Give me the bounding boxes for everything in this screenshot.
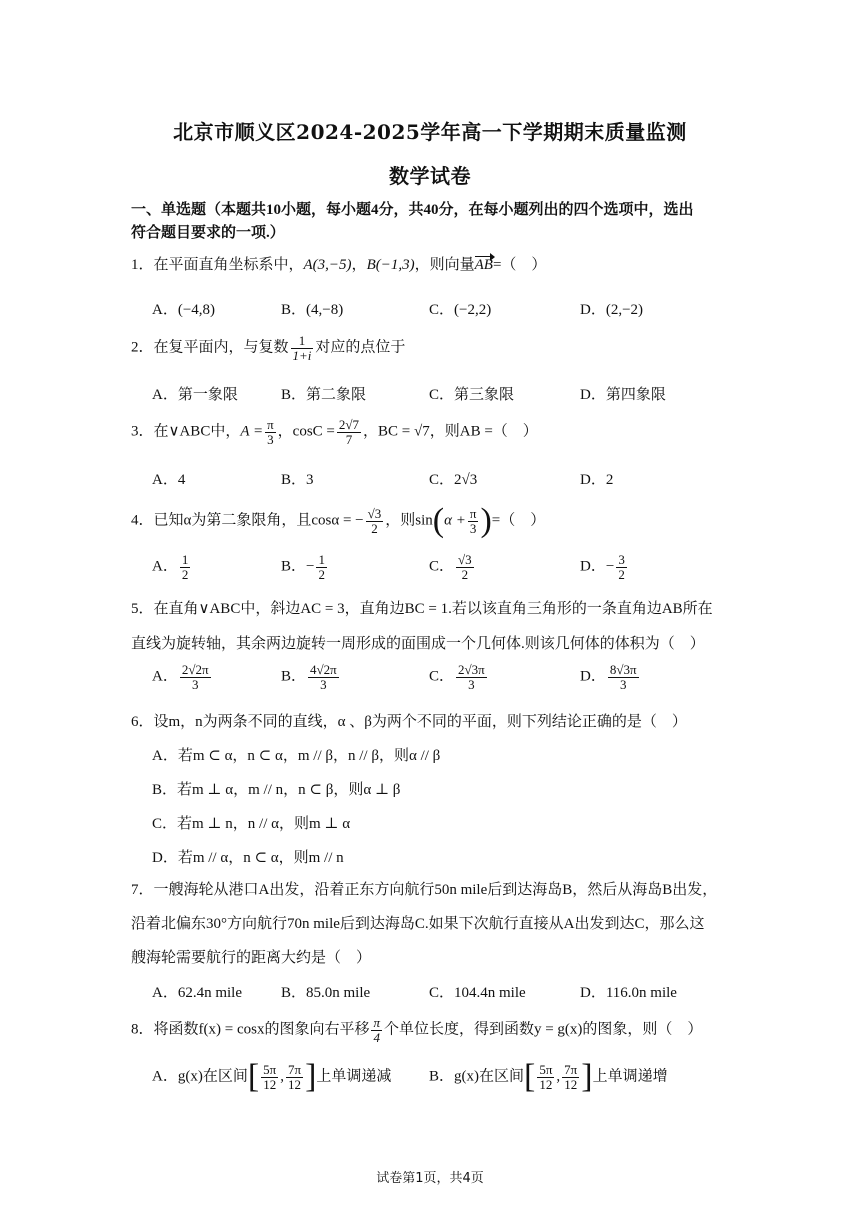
question-4-stem xyxy=(131,504,545,538)
question-3-stem xyxy=(131,418,538,446)
q8-frac-num: π xyxy=(373,1015,380,1030)
q8-opt-a-frac2 xyxy=(286,1063,303,1091)
q8-opt-a-left-bracket-icon: [ xyxy=(247,1058,260,1095)
q3-eq-a: A = xyxy=(240,423,264,440)
q4-inner-num: π xyxy=(469,505,477,521)
q1-option-b: B．(4,−8) xyxy=(281,302,344,318)
q2-frac-den: 1+i xyxy=(292,347,312,363)
q4-opt-b-label: B． xyxy=(281,558,307,575)
q4-fraction xyxy=(366,507,384,535)
q3-fraca-den: 3 xyxy=(267,431,274,447)
section-heading-line2: 符合题目要求的一项.） xyxy=(131,225,285,241)
question-8-stem xyxy=(131,1016,702,1044)
q1-option-c: C．(−2,2) xyxy=(429,302,492,318)
q4-opt-b-den: 2 xyxy=(318,566,325,582)
q5-opt-b-num: 4√2π xyxy=(310,662,337,677)
q5-opt-d-frac xyxy=(608,663,639,691)
q3-cos: ，cosC = xyxy=(277,423,335,440)
q8-frac-den: 4 xyxy=(373,1029,380,1045)
q4-opt-a-label: A． xyxy=(152,558,178,575)
q4-opt-c-label: C． xyxy=(429,558,455,575)
q5-opt-c-num: 2√3π xyxy=(458,662,485,677)
q4-inner-den: 3 xyxy=(469,520,477,536)
q4-frac-num: √3 xyxy=(367,505,382,521)
question-6-stem: 6．设m，n为两条不同的直线，α 、β为两个不同的平面，则下列结论正确的是（ ） xyxy=(131,714,687,730)
q4-right-paren-icon: ) xyxy=(480,502,492,539)
q8-opt-b-text-b: 上单调递增 xyxy=(592,1068,668,1085)
q1-text-a: 1．在平面直角坐标系中， xyxy=(131,257,304,273)
q4-text-a: 4．已知α为第二象限角，且cosα = − xyxy=(131,512,364,529)
q3-option-a: A．4 xyxy=(152,472,186,488)
q4-option-c xyxy=(429,553,476,581)
q8-opt-a-right-bracket-icon: ] xyxy=(305,1058,317,1095)
q4-option-a xyxy=(152,553,192,581)
question-5-line1: 5．在直角∨ABC中，斜边AC = 3，直角边BC = 1.若以该直角三角形的一条直角边AB所在 xyxy=(131,601,713,617)
q6-option-b: B．若m ⊥ α，m // n，n ⊂ β，则α ⊥ β xyxy=(152,782,401,798)
q5-opt-a-frac xyxy=(180,663,211,691)
q2-option-d: D．第四象限 xyxy=(580,387,666,403)
q2-text-b: 对应的点位于 xyxy=(315,339,406,356)
q8-opt-b-d1: 12 xyxy=(539,1076,553,1092)
q1-option-d: D．(2,−2) xyxy=(580,302,644,318)
q1-vector-ab: AB xyxy=(474,257,493,273)
q1-point-a: A(3,−5) xyxy=(303,257,352,273)
q3-fraction-a xyxy=(265,418,276,446)
q3-fraca-num: π xyxy=(267,417,274,432)
q4-opt-b-sign: − xyxy=(306,558,315,575)
q8-opt-a-comma: , xyxy=(280,1068,284,1085)
q7-option-c: C．104.4n mile xyxy=(429,985,526,1001)
q5-opt-b-label: B． xyxy=(281,668,307,685)
section-heading-line1: 一、单选题（本题共10小题，每小题4分，共40分，在每小题列出的四个选项中，选出 xyxy=(131,202,694,218)
q8-opt-b-d2: 12 xyxy=(564,1076,578,1092)
q4-text-b: ，则sin xyxy=(385,512,433,529)
q5-opt-d-label: D． xyxy=(580,668,606,685)
q2-frac-num: 1 xyxy=(291,334,314,349)
q8-opt-b-comma: , xyxy=(556,1068,561,1085)
q7-option-d: D．116.0n mile xyxy=(580,985,677,1001)
q5-opt-a-den: 3 xyxy=(191,676,199,692)
q5-opt-a-num: 2√2π xyxy=(181,662,209,677)
q1-point-b: B(−1,3) xyxy=(366,257,415,273)
q8-option-a xyxy=(152,1060,391,1094)
q5-option-d xyxy=(580,663,641,691)
q8-opt-a-text-a: A．g(x)在区间 xyxy=(152,1068,248,1085)
q4-opt-b-num: 1 xyxy=(318,552,325,567)
q8-opt-b-left-bracket-icon: [ xyxy=(524,1058,536,1095)
question-7-line1: 7．一艘海轮从港口A出发，沿着正东方向航行50n mile后到达海岛B，然后从海岛B出发， xyxy=(131,882,718,898)
q5-option-b xyxy=(281,663,341,691)
q8-opt-b-frac1 xyxy=(537,1063,554,1091)
q4-inner-fraction xyxy=(468,507,479,535)
q4-inner-a: α + xyxy=(444,512,466,529)
q8-opt-b-right-bracket-icon: ] xyxy=(581,1058,593,1095)
page-footer: 试卷第1页，共4页 xyxy=(376,1171,484,1186)
q3-option-d: D．2 xyxy=(580,472,614,488)
q8-fraction xyxy=(371,1016,382,1044)
q5-opt-c-label: C． xyxy=(429,668,455,685)
q4-opt-a-frac xyxy=(180,553,191,581)
q8-text-b: 个单位长度，得到函数y = g(x)的图象，则（ ） xyxy=(383,1021,703,1038)
q3-text-a: 3．在∨ABC中， xyxy=(131,423,241,440)
question-7-line3: 艘海轮需要航行的距离大约是（ ） xyxy=(131,950,372,966)
q3-fracc-den: 7 xyxy=(345,431,353,447)
question-7-line2: 沿着北偏东30°方向航行70n mile后到达海岛C.如果下次航行直接从A出发到达C，那么这 xyxy=(131,916,705,932)
q2-option-b: B．第二象限 xyxy=(281,387,367,403)
q7-option-b: B．85.0n mile xyxy=(281,985,371,1001)
q4-opt-c-den: 2 xyxy=(461,566,469,582)
q5-opt-c-den: 3 xyxy=(468,676,475,692)
q8-opt-b-frac2 xyxy=(562,1063,579,1091)
q4-opt-a-num: 1 xyxy=(181,552,189,567)
q8-opt-a-frac1 xyxy=(261,1063,278,1091)
q5-opt-b-den: 3 xyxy=(320,676,327,692)
q8-opt-a-d1: 12 xyxy=(263,1076,277,1092)
q8-opt-b-n2: 7π xyxy=(564,1061,578,1077)
q4-frac-den: 2 xyxy=(371,520,378,536)
exam-title: 北京市顺义区2024-2025学年高一下学期期末质量监测 xyxy=(173,120,687,144)
q4-opt-d-num: 3 xyxy=(618,552,625,567)
q5-opt-b-frac xyxy=(308,663,339,691)
q2-fraction xyxy=(291,334,314,362)
q5-opt-c-frac xyxy=(456,663,487,691)
q4-opt-d-sign: − xyxy=(605,558,615,575)
q5-option-c xyxy=(429,663,489,691)
q8-opt-b-text-a: B．g(x)在区间 xyxy=(429,1068,524,1085)
q2-option-a: A．第一象限 xyxy=(152,387,238,403)
q5-opt-d-num: 8√3π xyxy=(609,662,637,677)
q4-text-c: =（ ） xyxy=(491,512,546,529)
q7-option-a: A．62.4n mile xyxy=(152,985,242,1001)
q6-option-a: A．若m ⊂ α，n ⊂ α，m // β，n // β，则α // β xyxy=(152,748,441,764)
q8-opt-a-n2: 7π xyxy=(287,1061,302,1077)
q1-option-a: A．(−4,8) xyxy=(152,302,216,318)
q6-option-d: D．若m // α，n ⊂ α，则m // n xyxy=(152,850,344,866)
q4-option-d xyxy=(580,553,629,581)
q8-opt-a-n1: 5π xyxy=(263,1061,277,1077)
q8-opt-a-text-b: 上单调递减 xyxy=(316,1068,392,1085)
q5-option-a xyxy=(152,663,213,691)
q3-fracc-num: 2√7 xyxy=(338,417,360,432)
q2-option-c: C．第三象限 xyxy=(429,387,515,403)
q4-opt-d-frac xyxy=(616,553,627,581)
q6-option-c: C．若m ⊥ n，n // α，则m ⊥ α xyxy=(152,816,351,832)
q3-text-bc: ，BC = √7，则AB =（ ） xyxy=(363,423,538,440)
question-5-line2: 直线为旋转轴，其余两边旋转一周形成的面围成一个几何体.则该几何体的体积为（ ） xyxy=(131,636,705,652)
q4-opt-d-label: D． xyxy=(580,558,606,575)
q5-opt-d-den: 3 xyxy=(619,676,627,692)
question-2-stem xyxy=(131,334,405,362)
q1-sep: ， xyxy=(351,257,367,273)
question-1-stem xyxy=(131,253,546,274)
q5-opt-a-label: A． xyxy=(152,668,178,685)
q3-option-b: B．3 xyxy=(281,472,314,488)
q2-text-a: 2．在复平面内，与复数 xyxy=(131,339,289,356)
exam-subtitle: 数学试卷 xyxy=(389,164,471,188)
q8-text-a: 8．将函数f(x) = cosx的图象向右平移 xyxy=(131,1021,370,1038)
q4-opt-d-den: 2 xyxy=(618,566,625,582)
q4-opt-c-frac xyxy=(456,553,474,581)
q4-opt-b-frac xyxy=(316,553,327,581)
q8-option-b xyxy=(429,1060,668,1094)
q8-opt-b-n1: 5π xyxy=(539,1061,553,1077)
q4-opt-c-num: √3 xyxy=(458,552,472,567)
q4-left-paren-icon: ( xyxy=(432,502,445,539)
q4-option-b xyxy=(281,553,329,581)
q1-text-c: =（ ） xyxy=(492,257,547,273)
q8-opt-a-d2: 12 xyxy=(288,1076,302,1092)
q3-fraction-c xyxy=(337,418,361,446)
q4-opt-a-den: 2 xyxy=(181,566,189,582)
q3-option-c: C．2√3 xyxy=(429,472,478,488)
q1-text-b: ，则向量 xyxy=(414,257,475,273)
